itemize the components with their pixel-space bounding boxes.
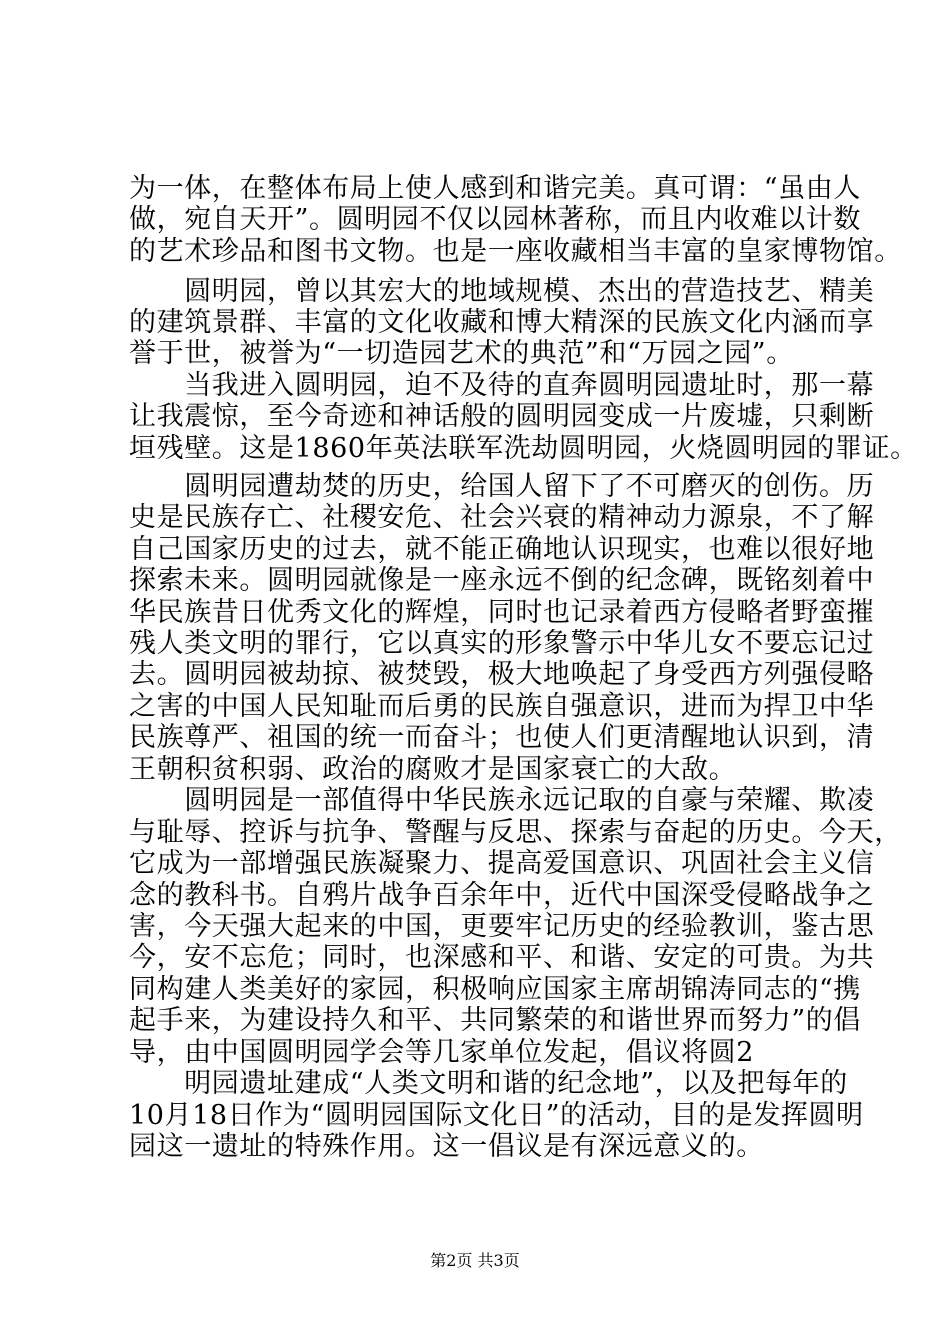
text-line: 圆明园遭劫焚的历史，给国人留下了不可磨灭的创伤。历 bbox=[129, 471, 875, 502]
text-line: 10月18日作为“圆明园国际文化日”的活动，目的是发挥圆明 bbox=[129, 1100, 864, 1131]
text-line: 明园遗址建成“人类文明和谐的纪念地”，以及把每年的 bbox=[129, 1068, 848, 1099]
text-line: 同构建人类美好的家园，积极响应国家主席胡锦涛同志的“携 bbox=[129, 974, 862, 1005]
text-line: 导，由中国圆明园学会等几家单位发起，倡议将圆2 bbox=[129, 1037, 754, 1068]
text-line: 史是民族存亡、社稷安危、社会兴衰的精神动力源泉，不了解 bbox=[129, 502, 875, 533]
text-line: 去。圆明园被劫掠、被焚毁，极大地唤起了身受西方列强侵略 bbox=[129, 659, 875, 690]
text-line: 王朝积贫积弱、政治的腐败才是国家衰亡的大敌。 bbox=[129, 754, 737, 785]
text-line: 誉于世，被誉为“一切造园艺术的典范”和“万园之园”。 bbox=[129, 338, 794, 369]
text-line: 当我进入圆明园，迫不及待的直奔圆明园遗址时，那一幕 bbox=[129, 370, 875, 401]
text-line: 让我震惊，至今奇迹和神话般的圆明园变成一片废墟，只剩断 bbox=[129, 401, 875, 432]
text-line: 与耻辱、控诉与抗争、警醒与反思、探索与奋起的历史。今天， bbox=[129, 817, 902, 848]
text-line: 今，安不忘危；同时，也深感和平、和谐、安定的可贵。为共 bbox=[129, 942, 875, 973]
text-line: 的艺术珍品和图书文物。也是一座收藏相当丰富的皇家博物馆。 bbox=[129, 236, 902, 267]
text-line: 之害的中国人民知耻而后勇的民族自强意识，进而为捍卫中华 bbox=[129, 691, 875, 722]
text-line: 圆明园，曾以其宏大的地域规模、杰出的营造技艺、精美 bbox=[129, 276, 875, 307]
text-line: 做，宛自天开”。圆明园不仅以园林著称，而且内收难以计数 bbox=[129, 204, 862, 235]
text-line: 害，今天强大起来的中国，更要牢记历史的经验教训，鉴古思 bbox=[129, 911, 875, 942]
text-line: 残人类文明的罪行，它以真实的形象警示中华儿女不要忘记过 bbox=[129, 628, 875, 659]
text-line: 垣残壁。这是1860年英法联军洗劫圆明园，火烧圆明园的罪证。 bbox=[129, 433, 918, 464]
text-line: 园这一遗址的特殊作用。这一倡议是有深远意义的。 bbox=[129, 1131, 764, 1162]
text-line: 探索未来。圆明园就像是一座永远不倒的纪念碑，既铭刻着中 bbox=[129, 565, 875, 596]
text-line: 的建筑景群、丰富的文化收藏和博大精深的民族文化内涵而享 bbox=[129, 307, 875, 338]
text-line: 自己国家历史的过去，就不能正确地认识现实，也难以很好地 bbox=[129, 534, 875, 565]
text-line: 它成为一部增强民族凝聚力、提高爱国意识、巩固社会主义信 bbox=[129, 848, 875, 879]
text-line: 起手来，为建设持久和平、共同繁荣的和谐世界而努力”的倡 bbox=[129, 1005, 862, 1036]
text-line: 念的教科书。自鸦片战争百余年中，近代中国深受侵略战争之 bbox=[129, 880, 875, 911]
text-line: 民族尊严、祖国的统一而奋斗；也使人们更清醒地认识到，清 bbox=[129, 722, 875, 753]
text-line: 为一体，在整体布局上使人感到和谐完美。真可谓：“虽由人 bbox=[129, 173, 862, 204]
text-line: 圆明园是一部值得中华民族永远记取的自豪与荣耀、欺凌 bbox=[129, 785, 875, 816]
text-line: 华民族昔日优秀文化的辉煌，同时也记录着西方侵略者野蛮摧 bbox=[129, 597, 875, 628]
page-footer: 第2页 共3页 bbox=[430, 1251, 520, 1270]
